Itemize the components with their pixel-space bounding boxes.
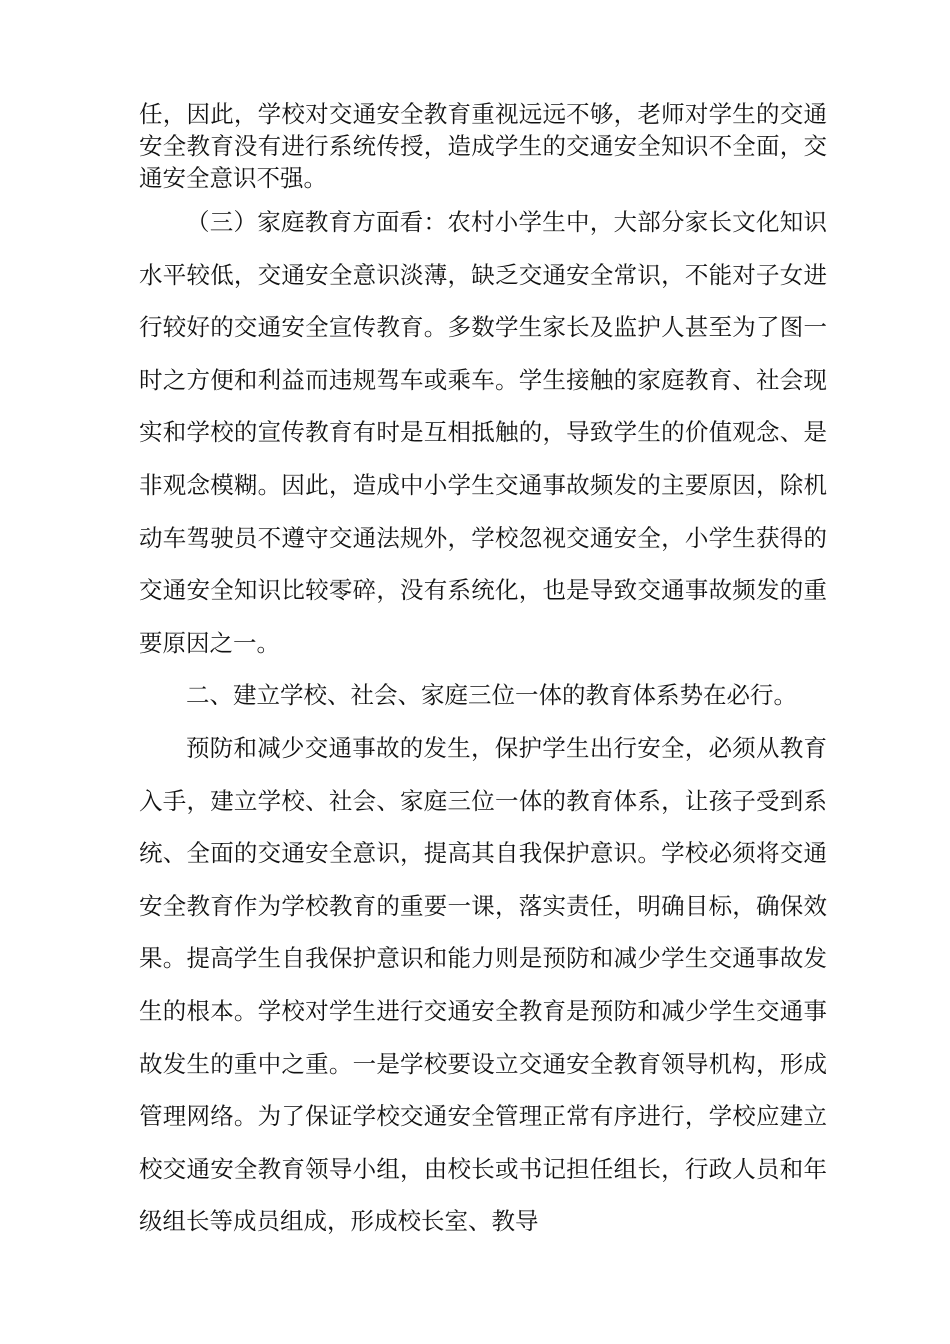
continued-text-block — [139, 98, 827, 194]
paragraph-continued: 任，因此，学校对交通安全教育重视远远不够，老师对学生的交通安全教育没有进行系统传授，造成学生的交通安全知识不全面，交通安全意识不强。 — [139, 100, 827, 192]
paragraph-prevention: 预防和减少交通事故的发生，保护学生出行安全，必须从教育入手，建立学校、社会、家庭三位一体的教育体系，让孩子受到系统、全面的交通安全意识，提高其自我保护意识。学校必须将交通安全教育作为学校教育的重要一课，落实责任，明确目标，确保效果。提高学生自我保护意识和能力则是预防和减少学生交通事故发生的根本。学校对学生进行交通安全教育是预防和减少学生交通事故发生的重中之重。一是学校要设立交通安全教育领导机构，形成管理网络。为了保证学校交通安全管理正常有序进行，学校应建立校交通安全教育领导小组，由校长或书记担任组长，行政人员和年级组长等成员组成，形成校长室、教导 — [139, 733, 827, 1236]
section-heading-two: 二、建立学校、社会、家庭三位一体的教育体系势在必行。 — [186, 681, 797, 710]
paragraph-family-education: （三）家庭教育方面看：农村小学生中，大部分家长文化知识水平较低，交通安全意识淡薄，缺乏交通安全常识，不能对子女进行较好的交通安全宣传教育。多数学生家长及监护人甚至为了图一时之方便和利益而违规驾车或乘车。学生接触的家庭教育、社会现实和学校的宣传教育有时是互相抵触的，导致学生的价值观念、是非观念模糊。因此，造成中小学生交通事故频发的主要原因，除机动车驾驶员不遵守交通法规外，学校忽视交通安全，小学生获得的交通安全知识比较零碎，没有系统化，也是导致交通事故频发的重要原因之一。 — [139, 208, 827, 657]
main-text-block — [139, 196, 827, 1248]
